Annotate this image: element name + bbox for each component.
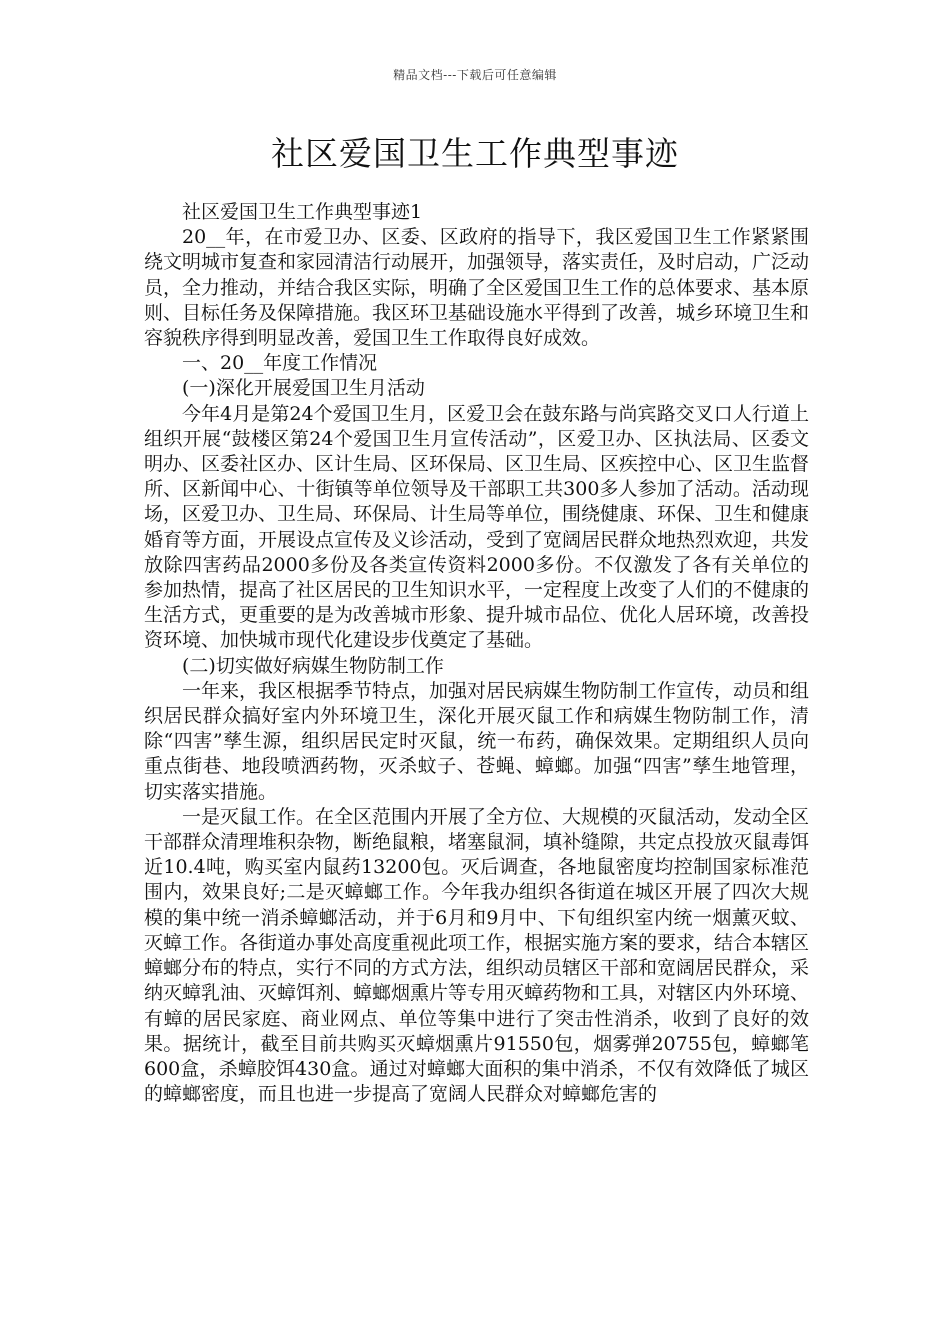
header-note: 精品文档---下载后可任意编辑 (393, 68, 557, 82)
section-heading-1: 一、20__年度工作情况 (182, 352, 378, 375)
paragraph-intro: 20__年，在市爱卫办、区委、区政府的指导下，我区爱国卫生工作紧紧围绕文明城市复查和家园清洁行动展开，加强领导，落实责任，及时启动，广泛动员，全力推动，并结合我区实际，明确了全区爱国卫生工作的总体要求、基本原则、目标任务及保障措施。我区环卫基础设施水平得到了改善，城乡环境卫生和容貌秩序得到明显改善，爱国卫生工作取得良好成效。 (144, 226, 810, 350)
document-body (144, 200, 809, 1107)
paragraph-health-month: 今年4月是第24个爱国卫生月，区爱卫会在鼓东路与尚宾路交叉口人行道上组织开展“鼓楼区第24个爱国卫生月宣传活动”，区爱卫办、区执法局、区委文明办、区委社区办、区计生局、区环保局、区卫生局、区疾控中心、区卫生监督所、区新闻中心、十街镇等单位领导及干部职工共300多人参加了活动。活动现场，区爱卫办、卫生局、环保局、计生局等单位，围绕健康、环保、卫生和健康婚育等方面，开展设点宣传及义诊活动，受到了宽阔居民群众地热烈欢迎，共发放除四害药品2000多份及各类宣传资料2000多份。不仅激发了各有关单位的参加热情，提高了社区居民的卫生知识水平，一定程度上改变了人们的不健康的生活方式，更重要的是为改善城市形象、提升城市品位、优化人居环境，改善投资环境、加快城市现代化建设步伐奠定了基础。 (144, 402, 810, 652)
paragraph-subtitle: 社区爱国卫生工作典型事迹1 (182, 201, 423, 223)
paragraph-rodent-cockroach: 一是灭鼠工作。在全区范围内开展了全方位、大规模的灭鼠活动，发动全区干部群众清理堆积杂物，断绝鼠粮，堵塞鼠洞，填补缝隙，共定点投放灭鼠毒饵近10.4吨，购买室内鼠药13200包。灭后调查，各地鼠密度均控制国家标准范围内，效果良好;二是灭蟑螂工作。今年我办组织各街道在城区开展了四次大规模的集中统一消杀蟑螂活动，并于6月和9月中、下旬组织室内统一烟薰灭蚊、灭蟑工作。各街道办事处高度重视此项工作，根据实施方案的要求，结合本辖区蟑螂分布的特点，实行不同的方式方法，组织动员辖区干部和宽阔居民群众，采纳灭蟑乳油、灭蟑饵剂、蟑螂烟熏片等专用灭蟑药物和工具，对辖区内外环境、有蟑的居民家庭、商业网点、单位等集中进行了突击性消杀，收到了良好的效果。据统计，截至目前共购买灭蟑烟熏片91550包，烟雾弹20755包，蟑螂笔600盒，杀蟑胶饵430盒。通过对蟑螂大面积的集中消杀，不仅有效降低了城区的蟑螂密度，而且也进一步提高了宽阔人民群众对蟑螂危害的 (144, 805, 810, 1106)
paragraph-vector-control: 一年来，我区根据季节特点，加强对居民病媒生物防制工作宣传，动员和组织居民群众搞好室内外环境卫生，深化开展灭鼠工作和病媒生物防制工作，清除“四害”孳生源，组织居民定时灭鼠，统一布药，确保效果。定期组织人员向重点街巷、地段喷洒药物，灭杀蚊子、苍蝇、蟑螂。加强“四害”孳生地管理，切实落实措施。 (144, 679, 810, 803)
document-title: 社区爱国卫生工作典型事迹 (271, 134, 679, 173)
subsection-heading-1: (一)深化开展爱国卫生月活动 (182, 377, 425, 400)
subsection-heading-2: (二)切实做好病媒生物防制工作 (182, 654, 444, 677)
